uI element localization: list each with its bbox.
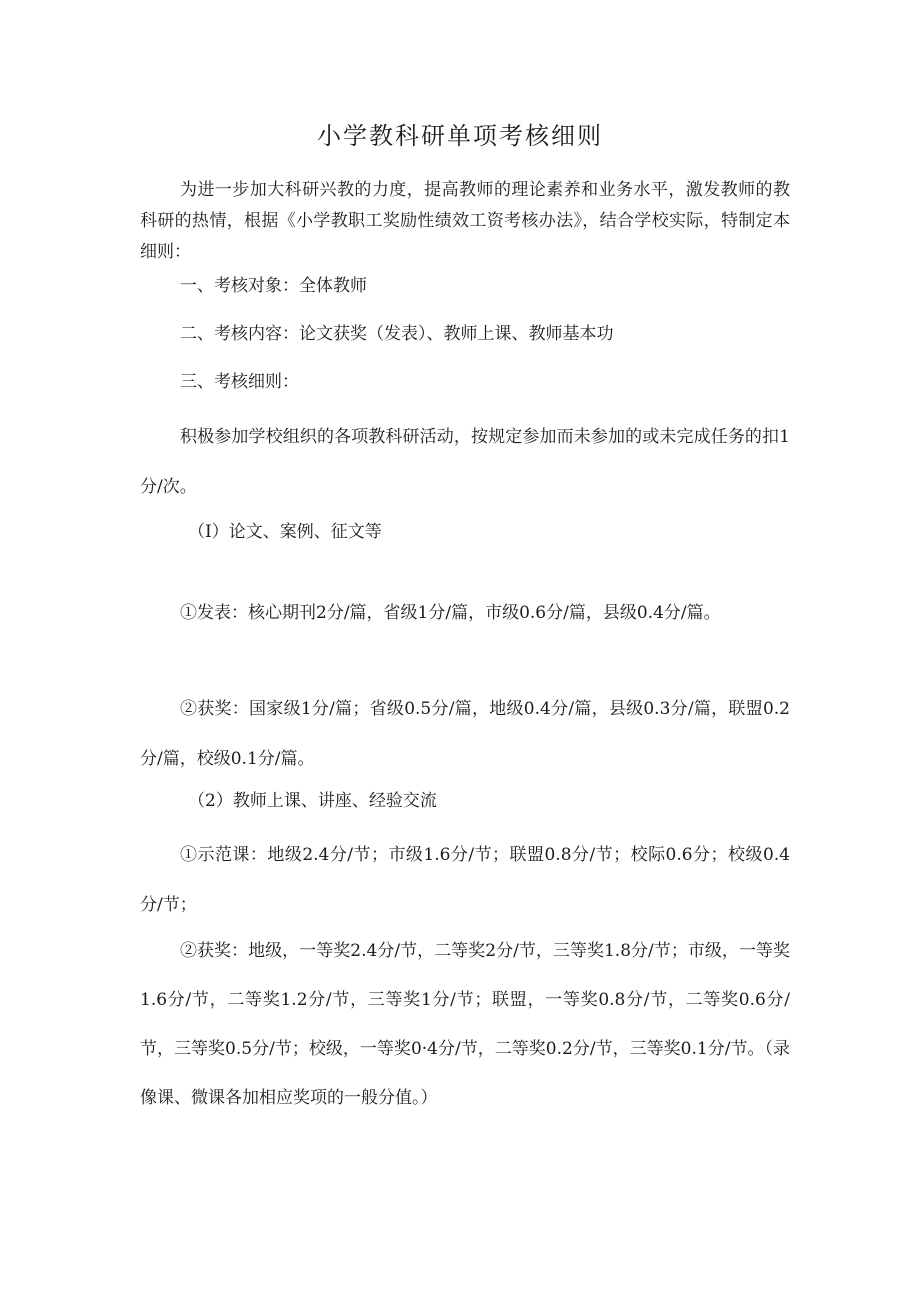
papers-publish-paragraph: ①发表：核心期刊2分/篇，省级1分/篇，市级0.6分/篇，县级0.4分/篇。 [180, 603, 721, 623]
section-three-heading: 三、考核细则： [180, 372, 299, 392]
subsection-papers-heading: （I）论文、案例、征文等 [188, 522, 382, 542]
intro-paragraph: 为进一步加大科研兴教的力度，提高教师的理论素养和业务水平，激发教师的教科研的热情，根据《小学教职工奖励性绩效工资考核办法》，结合学校实际，特制定本细则： [140, 180, 790, 262]
subsection-lessons-heading: （2）教师上课、讲座、经验交流 [188, 791, 437, 811]
papers-award-paragraph: ②获奖：国家级1分/篇；省级0.5分/篇，地级0.4分/篇，县级0.3分/篇，联盟0.2分/篇，校级0.1分/篇。 [140, 699, 790, 769]
section-one-target: 一、考核对象：全体教师 [180, 276, 367, 296]
section-two-content: 二、考核内容：论文获奖（发表）、教师上课、教师基本功 [180, 324, 614, 344]
lessons-award-paragraph: ②获奖：地级，一等奖2.4分/节，二等奖2分/节，三等奖1.8分/节；市级，一等奖1.6分/节，二等奖1.2分/节，三等奖1分/节；联盟，一等奖0.8分/节，二等奖0.6分/节，三等奖0.5分/节；校级，一等奖0·4分/节，二等奖0.2分/节，三等奖0.1分/节。（录像课、微课各加相应奖项的一般分值。） [140, 941, 790, 1108]
active-participation-paragraph: 积极参加学校组织的各项教科研活动，按规定参加而未参加的或未完成任务的扣1分/次。 [140, 427, 790, 497]
document-title: 小学教科研单项考核细则 [317, 122, 603, 150]
lessons-demo-paragraph: ①示范课：地级2.4分/节；市级1.6分/节；联盟0.8分/节；校际0.6分；校级0.4分/节； [140, 845, 790, 915]
